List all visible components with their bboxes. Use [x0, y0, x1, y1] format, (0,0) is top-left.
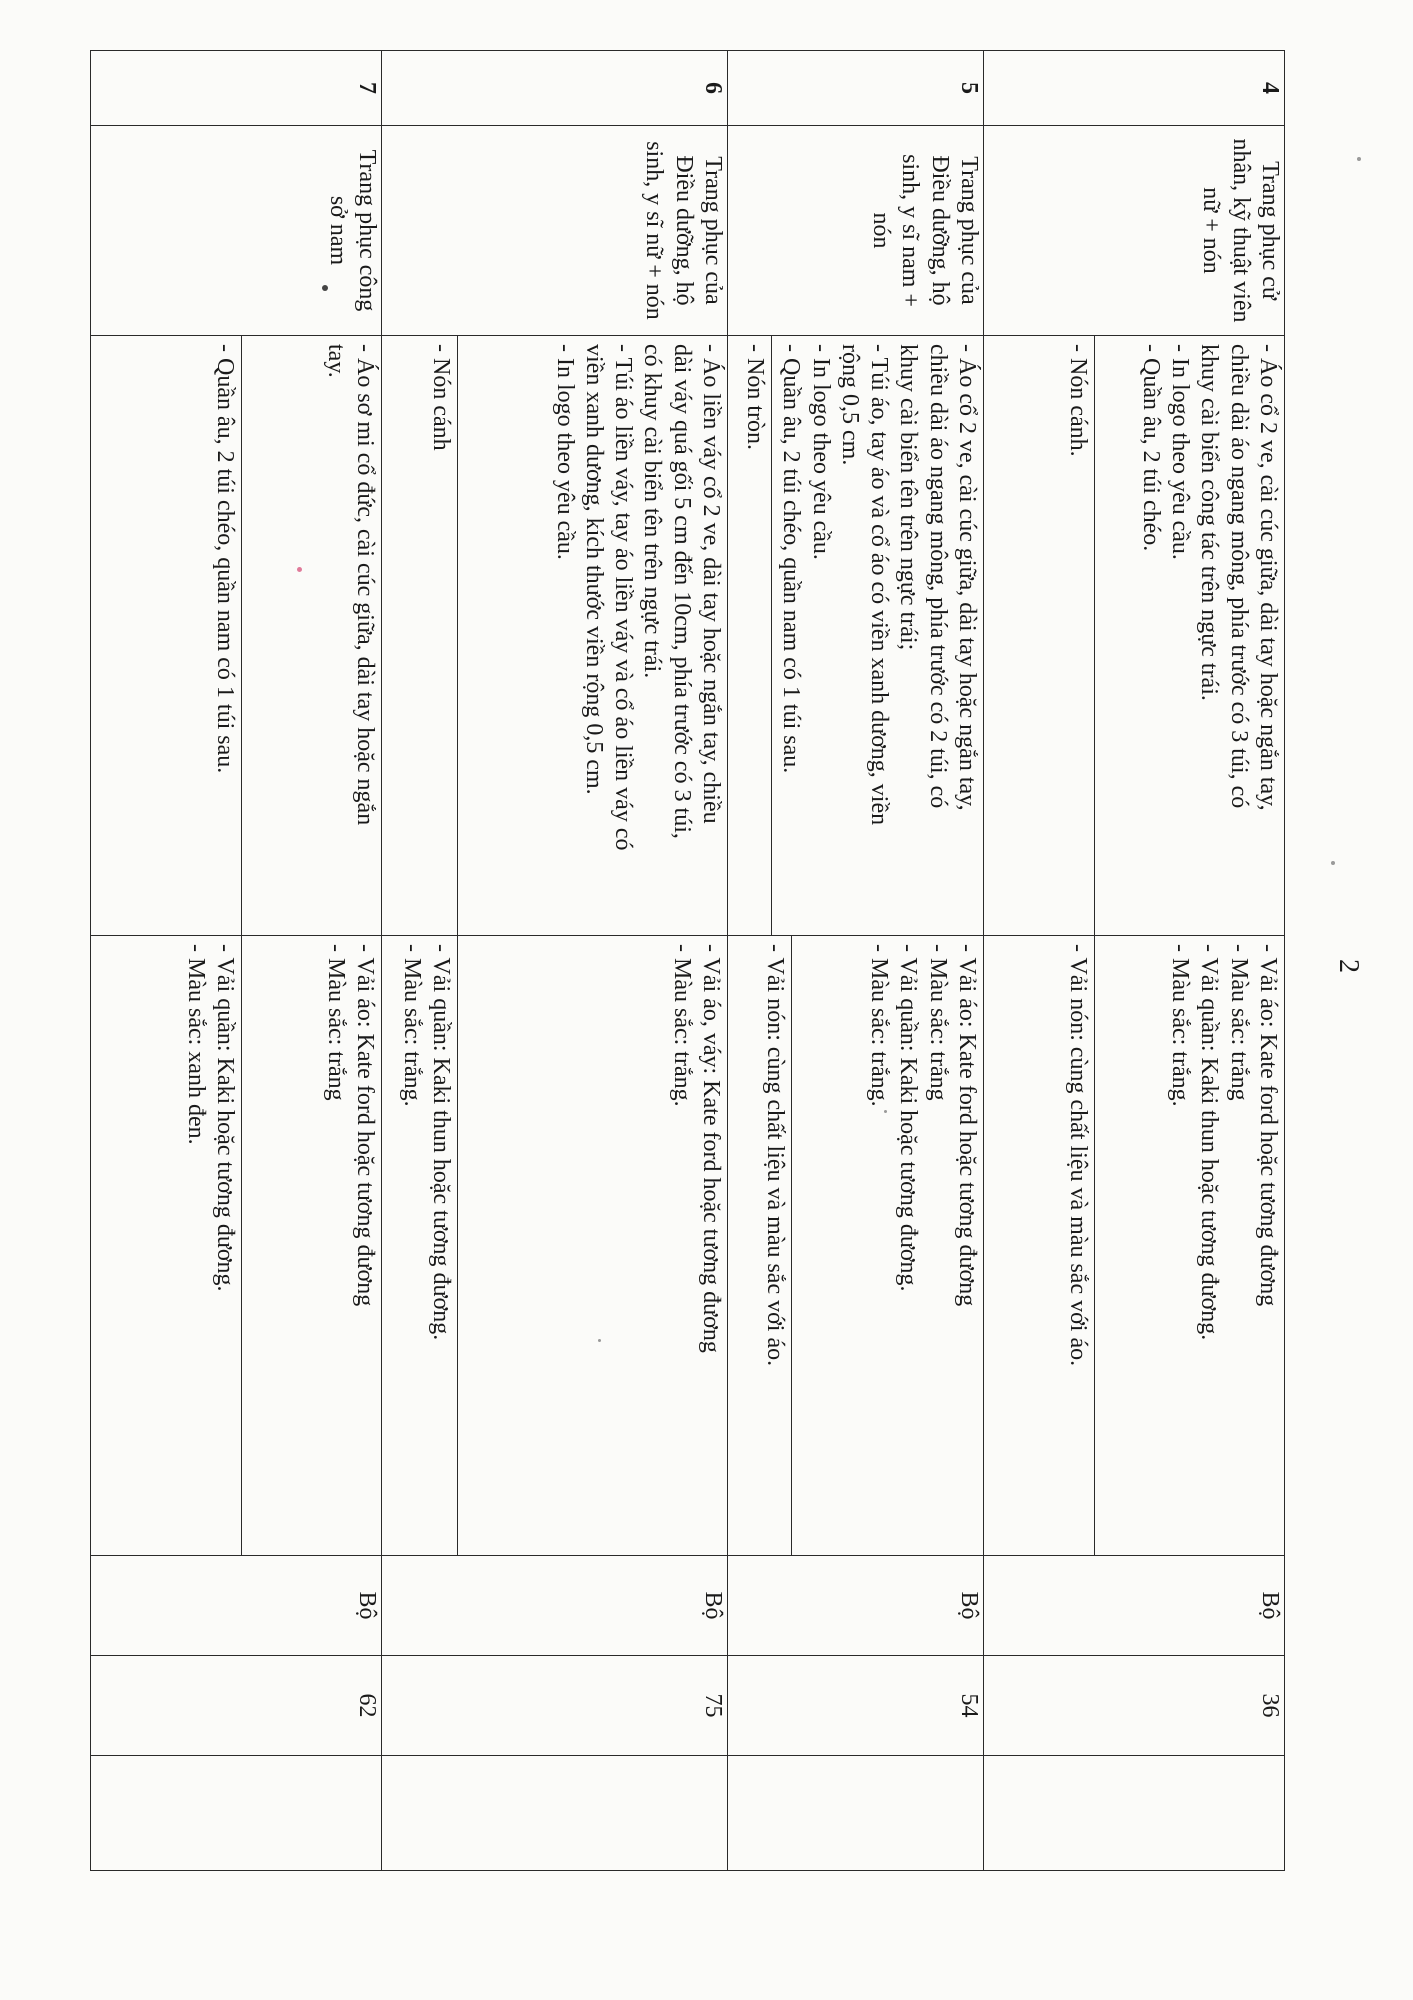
- item-name-line: Trang phục của: [700, 156, 726, 305]
- description-main: [772, 336, 983, 935]
- scan-speck: [1331, 861, 1335, 865]
- item-name: [984, 126, 1285, 336]
- description: [984, 336, 1285, 936]
- material-sub: [382, 936, 458, 1555]
- material-line: - Vải nón: cùng chất liệu và màu sắc với áo.: [1065, 944, 1091, 1367]
- row-number: 5: [728, 51, 984, 126]
- spec-table: [90, 50, 1285, 1871]
- table-row: [984, 51, 1285, 1871]
- row-number: 7: [91, 51, 382, 126]
- description: [728, 336, 984, 936]
- item-name-line: Trang phục công: [354, 149, 380, 312]
- quantity: 75: [382, 1656, 728, 1756]
- material-line: - Màu sắc: xanh đen.: [182, 944, 209, 1145]
- material-sub: [728, 936, 792, 1555]
- description-line: chiều dài áo ngang mông, phía trước có 3 túi, có: [1225, 344, 1252, 809]
- material: [91, 936, 382, 1556]
- material-sub: [91, 936, 242, 1555]
- description-line: - In logo theo yêu cầu.: [1167, 344, 1194, 560]
- material-line: - Màu sắc: trắng.: [398, 944, 425, 1107]
- material: [984, 936, 1285, 1556]
- notes-cell: [382, 1756, 728, 1871]
- description-sub: [91, 336, 242, 935]
- description: [91, 336, 382, 936]
- item-name-line: nhân, kỹ thuật viên: [1227, 138, 1254, 323]
- table-body: [91, 51, 1285, 1871]
- description-line: - Nón tròn.: [742, 344, 769, 450]
- item-name: [728, 126, 984, 336]
- description-line: - Nón cánh: [428, 344, 454, 451]
- material-line: - Màu sắc: trắng.: [866, 944, 893, 1107]
- description-line: khuy cài biển công tác trên ngực trái.: [1196, 344, 1223, 701]
- material-line: - Vải quần: Kaki hoặc tương đương.: [212, 944, 238, 1292]
- material-line: - Vải áo: Kate ford hoặc tương đương: [352, 944, 378, 1307]
- material-sub: [984, 936, 1095, 1555]
- unit: Bộ: [984, 1556, 1285, 1656]
- description: [382, 336, 728, 936]
- description-line: - Quần âu, 2 túi chéo, quần nam có 1 túi sau.: [212, 344, 238, 774]
- quantity: 54: [728, 1656, 984, 1756]
- description-main: [1095, 336, 1284, 935]
- item-name-line: Trang phục của: [956, 156, 982, 305]
- item-name-line: Điều dưỡng, hộ: [926, 155, 953, 306]
- description-line: chiều dài áo ngang mông, phía trước có 2 túi, có: [924, 344, 951, 809]
- item-name-line: sinh, y sĩ nam +: [897, 154, 924, 307]
- notes-cell: [984, 1756, 1285, 1871]
- item-name-line: nón: [868, 212, 895, 249]
- material-line: - Màu sắc: trắng: [322, 944, 349, 1101]
- description-sub: [382, 336, 458, 935]
- description-line: - In logo theo yêu cầu.: [807, 344, 834, 560]
- material-line: - Màu sắc: trắng.: [668, 944, 695, 1107]
- row-number: 4: [984, 51, 1285, 126]
- table-row: [728, 51, 984, 1871]
- notes-cell: [728, 1756, 984, 1871]
- description-line: - Áo sơ mi cổ đức, cài cúc giữa, dài tay hoặc ngắn: [352, 344, 378, 826]
- description-sub: [984, 336, 1095, 935]
- item-name-line: sở nam: [324, 195, 351, 266]
- description-line: có khuy cài biển tên trên ngực trái.: [639, 344, 666, 679]
- description-line: - Túi áo, tay áo và cổ áo có viền xanh dương, viền: [866, 344, 893, 826]
- material-main: [792, 936, 983, 1555]
- description-line: viền xanh dương, kích thước viền rộng 0,5 cm.: [580, 344, 607, 795]
- unit: Bộ: [728, 1556, 984, 1656]
- description-line: - In logo theo yêu cầu.: [551, 344, 578, 560]
- material-line: - Vải nón: cùng chất liệu và màu sắc với áo.: [762, 944, 788, 1367]
- quantity: 62: [91, 1656, 382, 1756]
- description-main: [458, 336, 727, 935]
- description-main: [242, 336, 381, 935]
- description-sub: [728, 336, 772, 935]
- material-main: [1095, 936, 1284, 1555]
- material-line: - Vải áo, váy: Kate ford hoặc tương đương: [698, 944, 724, 1353]
- material-main: [458, 936, 727, 1555]
- unit: Bộ: [91, 1556, 382, 1656]
- unit: Bộ: [382, 1556, 728, 1656]
- description-line: - Quần âu, 2 túi chéo.: [1137, 344, 1164, 552]
- table-row: [91, 51, 382, 1871]
- description-line: tay.: [322, 344, 349, 378]
- row-number: 6: [382, 51, 728, 126]
- material-main: [242, 936, 381, 1555]
- item-name-line: nữ + nón: [1198, 187, 1225, 274]
- item-name: [382, 126, 728, 336]
- material-line: - Màu sắc: trắng: [1225, 944, 1252, 1101]
- material-line: - Vải quần: Kaki hoặc tương đương.: [895, 944, 922, 1292]
- item-name-line: sinh, y sĩ nữ + nón: [641, 141, 668, 320]
- material: [382, 936, 728, 1556]
- material-line: - Vải áo: Kate ford hoặc tương đương: [954, 944, 980, 1307]
- material: [728, 936, 984, 1556]
- item-name: [91, 126, 382, 336]
- quantity: 36: [984, 1656, 1285, 1756]
- material-line: - Màu sắc: trắng: [924, 944, 951, 1101]
- description-line: - Áo cổ 2 ve, cài cúc giữa, dài tay hoặc ngắn tay,: [1255, 344, 1281, 811]
- page-number: 2: [1333, 959, 1364, 973]
- material-line: - Màu sắc: trắng.: [1167, 944, 1194, 1107]
- item-name-line: Trang phục cử: [1257, 161, 1283, 300]
- description-line: rộng 0,5 cm.: [836, 344, 863, 466]
- rotated-document: [95, 50, 1285, 1870]
- item-name-line: Điều dưỡng, hộ: [670, 155, 697, 306]
- table-row: [382, 51, 728, 1871]
- notes-cell: [91, 1756, 382, 1871]
- description-line: - Quần âu, 2 túi chéo, quần nam có 1 túi sau.: [778, 344, 805, 774]
- material-line: - Vải quần: Kaki thun hoặc tương đương.: [1196, 944, 1223, 1341]
- description-line: - Áo cổ 2 ve, cài cúc giữa, dài tay hoặc ngắn tay,: [954, 344, 980, 811]
- material-line: - Vải áo: Kate ford hoặc tương đương: [1255, 944, 1281, 1307]
- material-line: - Vải quần: Kaki thun hoặc tương đương.: [428, 944, 454, 1341]
- description-line: - Nón cánh.: [1065, 344, 1091, 457]
- description-line: dài váy quá gối 5 cm đến 10cm, phía trước có 3 túi,: [668, 344, 695, 839]
- description-line: - Áo liền váy cổ 2 ve, dài tay hoặc ngắn tay, chiều: [698, 344, 724, 824]
- description-line: khuy cài biển tên trên ngực trái;: [895, 344, 922, 651]
- description-line: - Túi áo liền váy, tay áo liền váy và cổ áo liền váy có: [610, 344, 637, 851]
- scan-speck: [1357, 157, 1361, 161]
